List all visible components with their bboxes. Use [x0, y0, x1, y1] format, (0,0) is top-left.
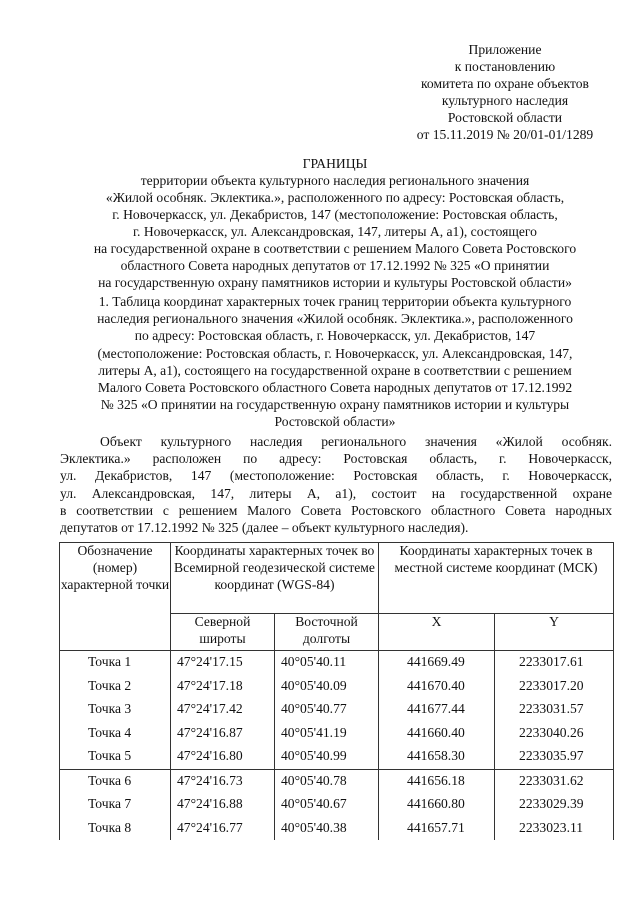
longitude-cell: 40°05'41.19 — [275, 722, 379, 746]
longitude-cell: 40°05'40.38 — [275, 817, 379, 841]
x-coordinate-cell: 441669.49 — [379, 651, 495, 675]
y-coordinate-cell: 2233031.62 — [495, 769, 614, 793]
heading-line: г. Новочеркасск, ул. Александровская, 147, литеры А, а1), состоящего — [133, 224, 537, 239]
table-row — [60, 745, 614, 769]
point-name-cell: Точка 4 — [60, 722, 171, 746]
section-line: по адресу: Ростовская область, г. Новочеркасск, ул. Декабристов, 147 — [134, 328, 536, 344]
header-msk-coordinates: Координаты характерных точек в местной системе координат (МСК) — [379, 543, 614, 614]
table-row — [60, 675, 614, 699]
heading-line: областного Совета народных депутатов от 17.12.1992 № 325 «О принятии — [120, 258, 550, 273]
section-line: наследия регионального значения «Жилой особняк. Эклектика.», расположенного — [97, 311, 573, 327]
table-row — [60, 698, 614, 722]
coordinates-table — [59, 542, 614, 840]
y-coordinate-cell: 2233017.20 — [495, 675, 614, 699]
y-coordinate-cell: 2233035.97 — [495, 745, 614, 769]
table-row — [60, 651, 614, 675]
appendix-line: от 15.11.2019 № 20/01-01/1289 — [416, 127, 594, 142]
y-coordinate-cell: 2233031.57 — [495, 698, 614, 722]
document-title: ГРАНИЦЫ — [302, 156, 368, 171]
paragraph-line: Объект культурного наследия регионального значения «Жилой особняк. — [100, 434, 612, 449]
paragraph-line: Эклектика.» расположен по адресу: Ростовская область, г. Новочеркасск, — [60, 451, 612, 467]
header-x: X — [379, 614, 495, 651]
header-east-longitude: Восточной долготы — [275, 614, 379, 651]
table-row — [60, 817, 614, 841]
latitude-cell: 47°24'17.42 — [171, 698, 275, 722]
paragraph-line: ул. Декабристов, 147 (местоположение: Ростовская область, г. Новочеркасск, — [60, 468, 612, 484]
longitude-cell: 40°05'40.78 — [275, 769, 379, 793]
heading-line: территории объекта культурного наследия регионального значения — [140, 173, 530, 188]
x-coordinate-cell: 441658.30 — [379, 745, 495, 769]
section-line: Ростовской области» — [274, 414, 396, 430]
table-row — [60, 722, 614, 746]
x-coordinate-cell: 441670.40 — [379, 675, 495, 699]
x-coordinate-cell: 441660.80 — [379, 793, 495, 817]
appendix-line: Ростовской области — [447, 110, 563, 125]
latitude-cell: 47°24'16.88 — [171, 793, 275, 817]
appendix-block — [380, 41, 630, 143]
latitude-cell: 47°24'17.15 — [171, 651, 275, 675]
longitude-cell: 40°05'40.09 — [275, 675, 379, 699]
y-coordinate-cell: 2233017.61 — [495, 651, 614, 675]
appendix-line: Приложение — [468, 42, 542, 57]
section-line: Малого Совета Ростовского областного Совета народных депутатов от 17.12.1992 — [97, 380, 573, 396]
latitude-cell: 47°24'16.73 — [171, 769, 275, 793]
x-coordinate-cell: 441677.44 — [379, 698, 495, 722]
table-row — [60, 769, 614, 793]
y-coordinate-cell: 2233040.26 — [495, 722, 614, 746]
heading-line: на государственную охрану памятников истории и культуры Ростовской области» — [98, 275, 572, 290]
document-heading — [30, 155, 640, 291]
table-row — [60, 793, 614, 817]
point-name-cell: Точка 7 — [60, 793, 171, 817]
y-coordinate-cell: 2233023.11 — [495, 817, 614, 841]
point-name-cell: Точка 8 — [60, 817, 171, 841]
heading-line: «Жилой особняк. Эклектика.», расположенного по адресу: Ростовская область, — [105, 190, 565, 205]
latitude-cell: 47°24'16.87 — [171, 722, 275, 746]
longitude-cell: 40°05'40.67 — [275, 793, 379, 817]
section-line: № 325 «О принятии на государственную охрану памятников истории и культуры — [100, 397, 570, 413]
paragraph-line: депутатов от 17.12.1992 № 325 (далее – объект культурного наследия). — [60, 520, 469, 536]
longitude-cell: 40°05'40.77 — [275, 698, 379, 722]
longitude-cell: 40°05'40.11 — [275, 651, 379, 675]
x-coordinate-cell: 441656.18 — [379, 769, 495, 793]
header-north-latitude: Северной широты — [171, 614, 275, 651]
latitude-cell: 47°24'16.80 — [171, 745, 275, 769]
section-title — [30, 293, 640, 431]
longitude-cell: 40°05'40.99 — [275, 745, 379, 769]
paragraph-line: в соответствии с решением Малого Совета Ростовского областного Совета народных — [60, 502, 612, 518]
appendix-line: культурного наследия — [441, 93, 569, 108]
point-name-cell: Точка 1 — [60, 651, 171, 675]
section-line: литеры А, а1), состоящего на государственной охране в соответствии с решением — [98, 362, 572, 378]
x-coordinate-cell: 441657.71 — [379, 817, 495, 841]
y-coordinate-cell: 2233029.39 — [495, 793, 614, 817]
point-name-cell: Точка 2 — [60, 675, 171, 699]
paragraph-line: ул. Александровская, 147, литеры А, а1), состоит на государственной охране — [60, 485, 612, 501]
x-coordinate-cell: 441660.40 — [379, 722, 495, 746]
appendix-line: комитета по охране объектов — [421, 76, 589, 91]
section-line: 1. Таблица координат характерных точек границ территории объекта культурного — [98, 294, 572, 309]
header-y: Y — [495, 614, 614, 651]
body-paragraph — [60, 433, 612, 536]
section-line: (местоположение: Ростовская область, г. Новочеркасск, ул. Александровская, 147, — [97, 345, 573, 361]
heading-line: на государственной охране в соответствии с решением Малого Совета Ростовского — [93, 241, 577, 256]
heading-line: г. Новочеркасск, ул. Декабристов, 147 (местоположение: Ростовская область, — [112, 207, 558, 222]
point-name-cell: Точка 6 — [60, 769, 171, 793]
header-point-designation: Обозначение (номер) характерной точки — [60, 543, 171, 651]
latitude-cell: 47°24'16.77 — [171, 817, 275, 841]
appendix-line: к постановлению — [454, 59, 556, 74]
latitude-cell: 47°24'17.18 — [171, 675, 275, 699]
point-name-cell: Точка 3 — [60, 698, 171, 722]
point-name-cell: Точка 5 — [60, 745, 171, 769]
header-wgs84-coordinates: Координаты характерных точек во Всемирной геодезической системе координат (WGS-84) — [171, 543, 379, 614]
